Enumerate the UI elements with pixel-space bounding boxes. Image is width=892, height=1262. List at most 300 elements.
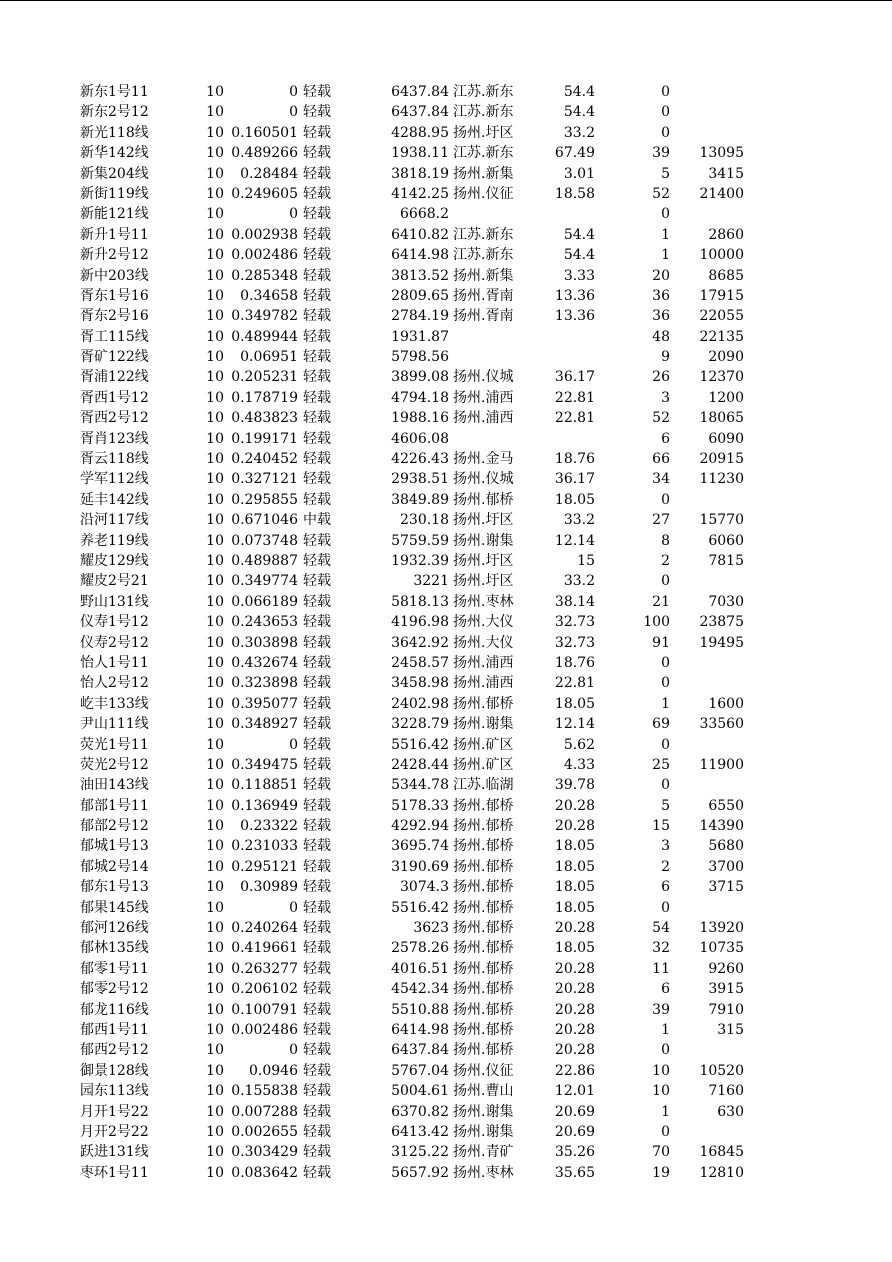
area-cell: 扬州.郁桥	[453, 491, 514, 508]
load-rate-cell: 0.066189	[231, 593, 298, 610]
length-cell: 15	[577, 552, 595, 569]
table-row	[0, 1163, 892, 1183]
voltage-cell: 10	[206, 328, 224, 345]
capacity-cell: 2402.98	[391, 695, 449, 712]
area-cell: 江苏.新东	[453, 226, 514, 243]
load-rate-cell: 0.083642	[231, 1164, 298, 1181]
count-cell: 91	[652, 634, 670, 651]
capacity-cell: 3623	[413, 920, 449, 937]
area-cell: 扬州.新集	[453, 267, 514, 284]
area-cell: 扬州.曹山	[453, 1083, 514, 1100]
load-status-cell: 轻载	[303, 1021, 331, 1038]
kva-cell: 1200	[708, 389, 744, 406]
length-cell: 3.33	[563, 267, 595, 284]
load-status-cell: 轻载	[303, 104, 331, 121]
length-cell: 18.05	[554, 695, 595, 712]
voltage-cell: 10	[206, 838, 224, 855]
load-rate-cell: 0.206102	[231, 981, 298, 998]
load-status-cell: 轻载	[303, 818, 331, 835]
capacity-cell: 6437.84	[391, 104, 449, 121]
line-name-cell: 新光118线	[80, 124, 149, 141]
load-status-cell: 轻载	[303, 858, 331, 875]
length-cell: 18.58	[554, 185, 595, 202]
capacity-cell: 5516.42	[391, 899, 449, 916]
table-row	[0, 816, 892, 836]
kva-cell: 6060	[708, 532, 744, 549]
count-cell: 2	[661, 858, 670, 875]
load-rate-cell: 0.30989	[240, 879, 298, 896]
line-name-cell: 郁城1号13	[80, 838, 149, 855]
area-cell: 江苏.新东	[453, 104, 514, 121]
table-row	[0, 327, 892, 347]
length-cell: 18.05	[554, 879, 595, 896]
area-cell: 扬州.金马	[453, 451, 514, 468]
load-rate-cell: 0.303429	[231, 1144, 298, 1161]
load-status-cell: 轻载	[303, 389, 331, 406]
count-cell: 6	[661, 981, 670, 998]
length-cell: 54.4	[563, 226, 595, 243]
capacity-cell: 5818.13	[391, 593, 449, 610]
capacity-cell: 5767.04	[391, 1062, 449, 1079]
load-status-cell: 轻载	[303, 736, 331, 753]
load-rate-cell: 0	[289, 899, 298, 916]
length-cell: 35.65	[554, 1164, 595, 1181]
kva-cell: 12370	[699, 369, 744, 386]
load-status-cell: 轻载	[303, 491, 331, 508]
load-status-cell: 轻载	[303, 185, 331, 202]
count-cell: 69	[652, 716, 670, 733]
area-cell: 扬州.郁桥	[453, 818, 514, 835]
capacity-cell: 5798.56	[391, 349, 449, 366]
load-rate-cell: 0.160501	[231, 124, 298, 141]
load-rate-cell: 0	[289, 206, 298, 223]
capacity-cell: 5344.78	[391, 777, 449, 794]
capacity-cell: 4016.51	[391, 960, 449, 977]
table-row	[0, 1142, 892, 1162]
length-cell: 33.2	[563, 573, 595, 590]
count-cell: 11	[652, 960, 670, 977]
capacity-cell: 4794.18	[391, 389, 449, 406]
load-rate-cell: 0	[289, 84, 298, 100]
voltage-cell: 10	[206, 491, 224, 508]
capacity-cell: 6413.42	[391, 1123, 449, 1140]
load-rate-cell: 0.395077	[231, 695, 298, 712]
spreadsheet-table	[0, 82, 892, 1183]
table-row	[0, 836, 892, 856]
voltage-cell: 10	[206, 1042, 224, 1059]
kva-cell: 3715	[708, 879, 744, 896]
count-cell: 32	[652, 940, 670, 957]
voltage-cell: 10	[206, 1103, 224, 1120]
line-name-cell: 新街119线	[80, 185, 149, 202]
load-status-cell: 轻载	[303, 573, 331, 590]
line-name-cell: 郁部1号11	[80, 797, 149, 814]
line-name-cell: 郁林135线	[80, 940, 149, 957]
load-rate-cell: 0.303898	[231, 634, 298, 651]
line-name-cell: 新集204线	[80, 165, 149, 182]
area-cell: 扬州.谢集	[453, 532, 514, 549]
line-name-cell: 仪寿1号12	[80, 614, 149, 631]
table-row	[0, 388, 892, 408]
load-status-cell: 轻载	[303, 1103, 331, 1120]
area-cell: 扬州.郁桥	[453, 981, 514, 998]
load-status-cell: 轻载	[303, 451, 331, 468]
load-status-cell: 轻载	[303, 1164, 331, 1181]
count-cell: 2	[661, 552, 670, 569]
load-rate-cell: 0.100791	[231, 1001, 298, 1018]
load-status-cell: 轻载	[303, 716, 331, 733]
count-cell: 6	[661, 430, 670, 447]
kva-cell: 20915	[699, 451, 744, 468]
line-name-cell: 怡人1号11	[80, 654, 149, 671]
area-cell: 扬州.郁桥	[453, 899, 514, 916]
load-status-cell: 轻载	[303, 552, 331, 569]
area-cell: 扬州.谢集	[453, 1103, 514, 1120]
count-cell: 0	[661, 206, 670, 223]
voltage-cell: 10	[206, 695, 224, 712]
table-row	[0, 490, 892, 510]
capacity-cell: 4226.43	[391, 451, 449, 468]
length-cell: 35.26	[554, 1144, 595, 1161]
kva-cell: 12810	[699, 1164, 744, 1181]
capacity-cell: 6414.98	[391, 247, 449, 264]
load-rate-cell: 0.06951	[240, 349, 298, 366]
area-cell: 扬州.矿区	[453, 756, 514, 773]
kva-cell: 9260	[708, 960, 744, 977]
load-rate-cell: 0.671046	[231, 512, 298, 529]
kva-cell: 15770	[699, 512, 744, 529]
line-name-cell: 油田143线	[80, 777, 149, 794]
capacity-cell: 5178.33	[391, 797, 449, 814]
area-cell: 扬州.郁桥	[453, 797, 514, 814]
kva-cell: 6090	[708, 430, 744, 447]
length-cell: 12.14	[554, 532, 595, 549]
load-rate-cell: 0.28484	[240, 165, 298, 182]
voltage-cell: 10	[206, 1144, 224, 1161]
count-cell: 1	[661, 226, 670, 243]
line-name-cell: 新升1号11	[80, 226, 149, 243]
line-name-cell: 郁零1号11	[80, 960, 149, 977]
capacity-cell: 5004.61	[391, 1083, 449, 1100]
capacity-cell: 4288.95	[391, 124, 449, 141]
load-status-cell: 轻载	[303, 838, 331, 855]
capacity-cell: 5510.88	[391, 1001, 449, 1018]
count-cell: 0	[661, 654, 670, 671]
load-status-cell: 轻载	[303, 206, 331, 223]
voltage-cell: 10	[206, 960, 224, 977]
length-cell: 20.28	[554, 1001, 595, 1018]
capacity-cell: 3074.3	[400, 879, 449, 896]
capacity-cell: 6370.82	[391, 1103, 449, 1120]
kva-cell: 2090	[708, 349, 744, 366]
load-rate-cell: 0.136949	[231, 797, 298, 814]
count-cell: 3	[661, 389, 670, 406]
line-name-cell: 荧光2号12	[80, 756, 149, 773]
load-status-cell: 轻载	[303, 287, 331, 304]
length-cell: 54.4	[563, 104, 595, 121]
capacity-cell: 3818.19	[391, 165, 449, 182]
voltage-cell: 10	[206, 634, 224, 651]
load-status-cell: 轻载	[303, 145, 331, 162]
voltage-cell: 10	[206, 247, 224, 264]
length-cell: 32.73	[554, 634, 595, 651]
kva-cell: 10520	[699, 1062, 744, 1079]
line-name-cell: 胥肖123线	[80, 430, 149, 447]
length-cell: 20.28	[554, 1021, 595, 1038]
load-status-cell: 轻载	[303, 593, 331, 610]
area-cell: 扬州.仪征	[453, 185, 514, 202]
length-cell: 18.05	[554, 940, 595, 957]
length-cell: 13.36	[554, 287, 595, 304]
length-cell: 54.4	[563, 84, 595, 100]
line-name-cell: 荧光1号11	[80, 736, 149, 753]
line-name-cell: 郁城2号14	[80, 858, 149, 875]
count-cell: 0	[661, 84, 670, 100]
voltage-cell: 10	[206, 84, 224, 100]
count-cell: 6	[661, 879, 670, 896]
line-name-cell: 郁西1号11	[80, 1021, 149, 1038]
voltage-cell: 10	[206, 920, 224, 937]
kva-cell: 7030	[708, 593, 744, 610]
table-row	[0, 918, 892, 938]
load-rate-cell: 0.489887	[231, 552, 298, 569]
line-name-cell: 胥西2号12	[80, 410, 149, 427]
load-status-cell: 轻载	[303, 960, 331, 977]
load-rate-cell: 0.240264	[231, 920, 298, 937]
line-name-cell: 新华142线	[80, 145, 149, 162]
table-row	[0, 1040, 892, 1060]
kva-cell: 630	[717, 1103, 744, 1120]
length-cell: 22.81	[554, 389, 595, 406]
length-cell: 18.76	[554, 654, 595, 671]
kva-cell: 22055	[699, 308, 744, 325]
count-cell: 36	[652, 308, 670, 325]
length-cell: 5.62	[563, 736, 595, 753]
load-rate-cell: 0.243653	[231, 614, 298, 631]
line-name-cell: 仪寿2号12	[80, 634, 149, 651]
area-cell: 扬州.谢集	[453, 1123, 514, 1140]
load-status-cell: 轻载	[303, 1062, 331, 1079]
length-cell: 33.2	[563, 512, 595, 529]
table-row	[0, 184, 892, 204]
table-row	[0, 469, 892, 489]
load-rate-cell: 0.0946	[249, 1062, 298, 1079]
capacity-cell: 2809.65	[391, 287, 449, 304]
area-cell: 扬州.圩区	[453, 512, 514, 529]
table-row	[0, 82, 892, 102]
load-rate-cell: 0.348927	[231, 716, 298, 733]
count-cell: 34	[652, 471, 670, 488]
load-status-cell: 轻载	[303, 634, 331, 651]
capacity-cell: 4542.34	[391, 981, 449, 998]
area-cell: 扬州.圩区	[453, 124, 514, 141]
table-row	[0, 1020, 892, 1040]
kva-cell: 16845	[699, 1144, 744, 1161]
length-cell: 20.28	[554, 818, 595, 835]
voltage-cell: 10	[206, 1083, 224, 1100]
count-cell: 1	[661, 695, 670, 712]
kva-cell: 5680	[708, 838, 744, 855]
area-cell: 扬州.仪城	[453, 471, 514, 488]
capacity-cell: 2784.19	[391, 308, 449, 325]
length-cell: 18.05	[554, 858, 595, 875]
voltage-cell: 10	[206, 165, 224, 182]
table-row	[0, 1122, 892, 1142]
voltage-cell: 10	[206, 1123, 224, 1140]
length-cell: 18.05	[554, 491, 595, 508]
kva-cell: 23875	[699, 614, 744, 631]
line-name-cell: 胥工115线	[80, 328, 149, 345]
load-status-cell: 轻载	[303, 1123, 331, 1140]
line-name-cell: 郁零2号12	[80, 981, 149, 998]
table-row	[0, 979, 892, 999]
load-rate-cell: 0.249605	[231, 185, 298, 202]
table-row	[0, 531, 892, 551]
count-cell: 15	[652, 818, 670, 835]
table-row	[0, 306, 892, 326]
count-cell: 19	[652, 1164, 670, 1181]
line-name-cell: 郁果145线	[80, 899, 149, 916]
load-status-cell: 轻载	[303, 267, 331, 284]
length-cell: 12.01	[554, 1083, 595, 1100]
count-cell: 20	[652, 267, 670, 284]
load-status-cell: 轻载	[303, 308, 331, 325]
table-row	[0, 694, 892, 714]
kva-cell: 19495	[699, 634, 744, 651]
table-row	[0, 1102, 892, 1122]
count-cell: 0	[661, 736, 670, 753]
load-status-cell: 轻载	[303, 777, 331, 794]
area-cell: 江苏.新东	[453, 145, 514, 162]
area-cell: 扬州.枣林	[453, 1164, 514, 1181]
capacity-cell: 1931.87	[391, 328, 449, 345]
area-cell: 扬州.新集	[453, 165, 514, 182]
capacity-cell: 3899.08	[391, 369, 449, 386]
voltage-cell: 10	[206, 614, 224, 631]
voltage-cell: 10	[206, 818, 224, 835]
voltage-cell: 10	[206, 226, 224, 243]
voltage-cell: 10	[206, 471, 224, 488]
area-cell: 扬州.郁桥	[453, 695, 514, 712]
area-cell: 扬州.仪征	[453, 1062, 514, 1079]
kva-cell: 22135	[699, 328, 744, 345]
area-cell: 扬州.郁桥	[453, 940, 514, 957]
line-name-cell: 耀皮129线	[80, 552, 149, 569]
load-rate-cell: 0.002486	[231, 247, 298, 264]
capacity-cell: 4606.08	[391, 430, 449, 447]
line-name-cell: 园东113线	[80, 1083, 149, 1100]
load-rate-cell: 0.231033	[231, 838, 298, 855]
table-row	[0, 245, 892, 265]
load-status-cell: 轻载	[303, 981, 331, 998]
table-row	[0, 735, 892, 755]
count-cell: 0	[661, 1042, 670, 1059]
count-cell: 0	[661, 1123, 670, 1140]
load-rate-cell: 0.199171	[231, 430, 298, 447]
area-cell: 扬州.大仪	[453, 634, 514, 651]
length-cell: 38.14	[554, 593, 595, 610]
kva-cell: 10000	[699, 247, 744, 264]
voltage-cell: 10	[206, 736, 224, 753]
length-cell: 36.17	[554, 369, 595, 386]
capacity-cell: 3228.79	[391, 716, 449, 733]
area-cell: 扬州.浦西	[453, 675, 514, 692]
voltage-cell: 10	[206, 1021, 224, 1038]
voltage-cell: 10	[206, 369, 224, 386]
load-status-cell: 轻载	[303, 920, 331, 937]
table-row	[0, 449, 892, 469]
load-status-cell: 轻载	[303, 124, 331, 141]
table-row	[0, 898, 892, 918]
table-row	[0, 510, 892, 530]
area-cell: 江苏.新东	[453, 247, 514, 264]
line-name-cell: 怡人2号12	[80, 675, 149, 692]
load-rate-cell: 0.349475	[231, 756, 298, 773]
line-name-cell: 延丰142线	[80, 491, 149, 508]
load-rate-cell: 0.432674	[231, 654, 298, 671]
line-name-cell: 郁部2号12	[80, 818, 149, 835]
table-row	[0, 571, 892, 591]
kva-cell: 3915	[708, 981, 744, 998]
voltage-cell: 10	[206, 1164, 224, 1181]
count-cell: 1	[661, 1021, 670, 1038]
table-row	[0, 551, 892, 571]
voltage-cell: 10	[206, 512, 224, 529]
table-row	[0, 286, 892, 306]
voltage-cell: 10	[206, 267, 224, 284]
length-cell: 54.4	[563, 247, 595, 264]
length-cell: 39.78	[554, 777, 595, 794]
length-cell: 36.17	[554, 471, 595, 488]
line-name-cell: 胥浦122线	[80, 369, 149, 386]
line-name-cell: 屹丰133线	[80, 695, 149, 712]
capacity-cell: 3695.74	[391, 838, 449, 855]
kva-cell: 6550	[708, 797, 744, 814]
load-status-cell: 轻载	[303, 899, 331, 916]
voltage-cell: 10	[206, 573, 224, 590]
kva-cell: 21400	[699, 185, 744, 202]
length-cell: 22.81	[554, 675, 595, 692]
kva-cell: 14390	[699, 818, 744, 835]
area-cell: 扬州.浦西	[453, 410, 514, 427]
capacity-cell: 2578.26	[391, 940, 449, 957]
capacity-cell: 4196.98	[391, 614, 449, 631]
line-name-cell: 新中203线	[80, 267, 149, 284]
length-cell: 20.28	[554, 981, 595, 998]
length-cell: 20.28	[554, 1042, 595, 1059]
table-row	[0, 164, 892, 184]
line-name-cell: 跃进131线	[80, 1144, 149, 1161]
capacity-cell: 2458.57	[391, 654, 449, 671]
load-status-cell: 轻载	[303, 349, 331, 366]
length-cell: 20.28	[554, 920, 595, 937]
voltage-cell: 10	[206, 981, 224, 998]
kva-cell: 11230	[699, 471, 744, 488]
voltage-cell: 10	[206, 410, 224, 427]
area-cell: 扬州.谢集	[453, 716, 514, 733]
area-cell: 扬州.胥南	[453, 308, 514, 325]
count-cell: 36	[652, 287, 670, 304]
line-name-cell: 新升2号12	[80, 247, 149, 264]
voltage-cell: 10	[206, 124, 224, 141]
count-cell: 0	[661, 104, 670, 121]
count-cell: 21	[652, 593, 670, 610]
voltage-cell: 10	[206, 287, 224, 304]
load-rate-cell: 0	[289, 1042, 298, 1059]
area-cell: 扬州.郁桥	[453, 960, 514, 977]
line-name-cell: 月开2号22	[80, 1123, 149, 1140]
table-row	[0, 938, 892, 958]
